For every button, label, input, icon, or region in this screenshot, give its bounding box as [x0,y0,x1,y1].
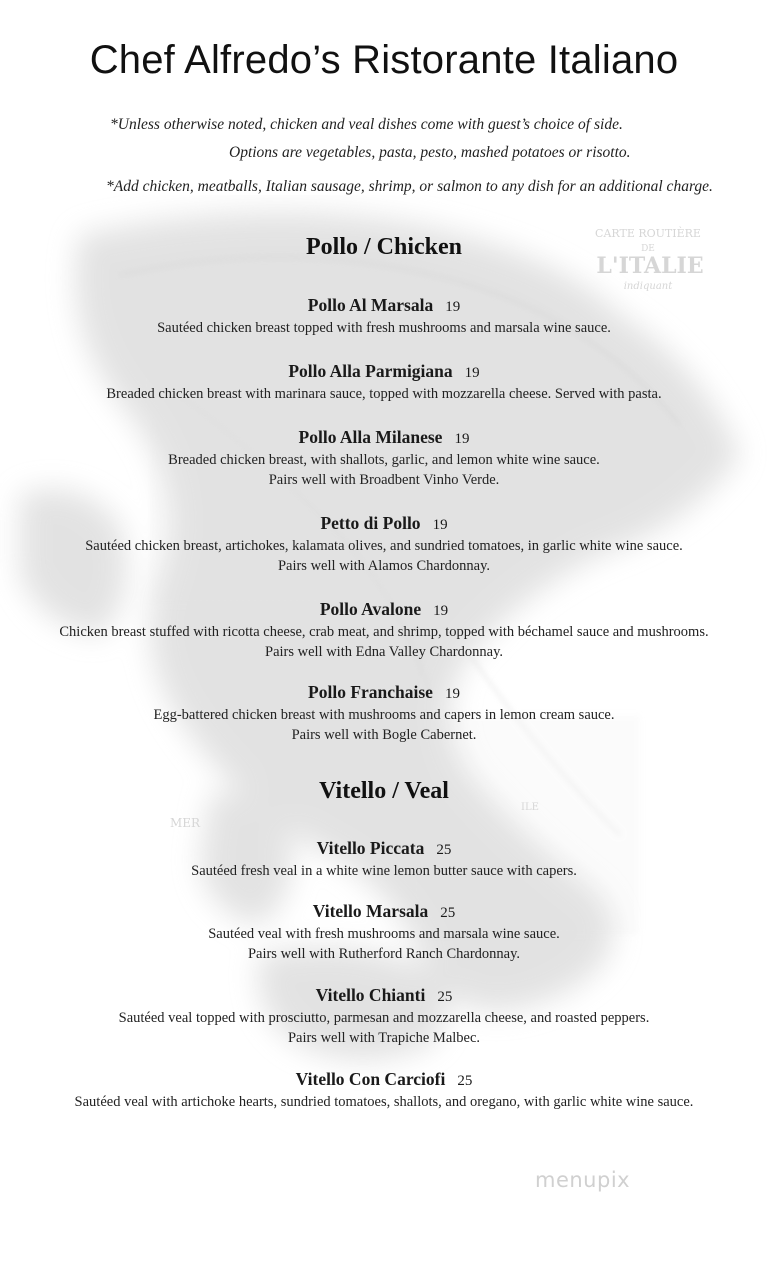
menu-item [0,426,768,490]
item-price: 25 [457,1073,473,1089]
item-price: 19 [432,517,448,533]
item-price: 25 [440,905,456,921]
menu-item [0,984,768,1048]
item-description: Egg-battered chicken breast with mushrooms and capers in lemon cream sauce. [153,707,615,723]
menu-item [0,512,768,576]
menupix-watermark: menupix [535,1168,631,1192]
menu-item [0,598,768,662]
item-description: Breaded chicken breast with marinara sauce, topped with mozzarella cheese. Served with pasta. [106,386,662,402]
item-name: Petto di Pollo [320,513,421,533]
item-name: Vitello Marsala [312,901,429,921]
add-protein-note: *Add chicken, meatballs, Italian sausage, shrimp, or salmon to any dish for an additional charge. [106,178,713,195]
item-price: 19 [445,299,461,315]
section-title-veal: Vitello / Veal [319,778,449,804]
item-description: Sautéed fresh veal in a white wine lemon butter sauce with capers. [191,863,577,879]
map-title-line3: L'ITALIE [596,253,704,279]
item-description: Sautéed chicken breast, artichokes, kalamata olives, and sundried tomatoes, in garlic white wine sauce. [85,538,683,554]
menu-item [0,1068,768,1112]
item-price: 19 [454,431,470,447]
map-label-ile: ILE [521,802,539,813]
wine-pairing: Pairs well with Rutherford Ranch Chardonnay. [247,946,521,962]
restaurant-title: Chef Alfredo’s Ristorante Italiano [89,38,679,82]
item-description: Chicken breast stuffed with ricotta cheese, crab meat, and shrimp, topped with béchamel sauce and mushrooms. [59,624,709,640]
item-name: Vitello Piccata [316,838,425,858]
menu-item [0,360,768,404]
wine-pairing: Pairs well with Broadbent Vinho Verde. [268,472,500,488]
item-name: Pollo Al Marsala [307,295,434,315]
item-description: Breaded chicken breast, with shallots, garlic, and lemon white wine sauce. [168,452,600,468]
map-title-line2: DE [641,244,655,254]
menu-item [0,681,768,745]
item-price: 19 [464,365,480,381]
item-description: Sautéed veal with fresh mushrooms and marsala wine sauce. [208,926,560,942]
item-description: Sautéed chicken breast topped with fresh mushrooms and marsala wine sauce. [157,320,611,336]
item-price: 25 [437,989,453,1005]
section-title-chicken: Pollo / Chicken [305,234,462,260]
map-title-line4: indiquant [623,281,673,292]
item-name: Vitello Chianti [315,985,426,1005]
item-name: Pollo Alla Parmigiana [288,361,453,381]
wine-pairing: Pairs well with Alamos Chardonnay. [277,558,491,574]
menu-item [0,837,768,881]
item-name: Pollo Franchaise [308,682,433,702]
menu-item [0,900,768,964]
wine-pairing: Pairs well with Bogle Cabernet. [291,727,477,743]
item-name: Vitello Con Carciofi [295,1069,446,1089]
item-description: Sautéed veal topped with prosciutto, parmesan and mozzarella cheese, and roasted peppers. [118,1010,650,1026]
side-note: *Unless otherwise noted, chicken and veal dishes come with guest’s choice of side. [110,116,623,133]
menu-item [0,294,768,338]
wine-pairing: Pairs well with Trapiche Malbec. [287,1030,481,1046]
item-description: Sautéed veal with artichoke hearts, sundried tomatoes, shallots, and oregano, with garlic white wine sauce. [74,1094,694,1110]
map-label-mer: MER [169,816,201,830]
map-title-line1: CARTE ROUTIÈRE [595,227,701,240]
item-name: Pollo Avalone [319,599,422,619]
wine-pairing: Pairs well with Edna Valley Chardonnay. [265,644,503,660]
item-price: 19 [433,603,449,619]
item-price: 19 [444,686,460,702]
item-price: 25 [436,842,452,858]
side-options-note: Options are vegetables, pasta, pesto, mashed potatoes or risotto. [229,144,631,161]
item-name: Pollo Alla Milanese [298,427,443,447]
